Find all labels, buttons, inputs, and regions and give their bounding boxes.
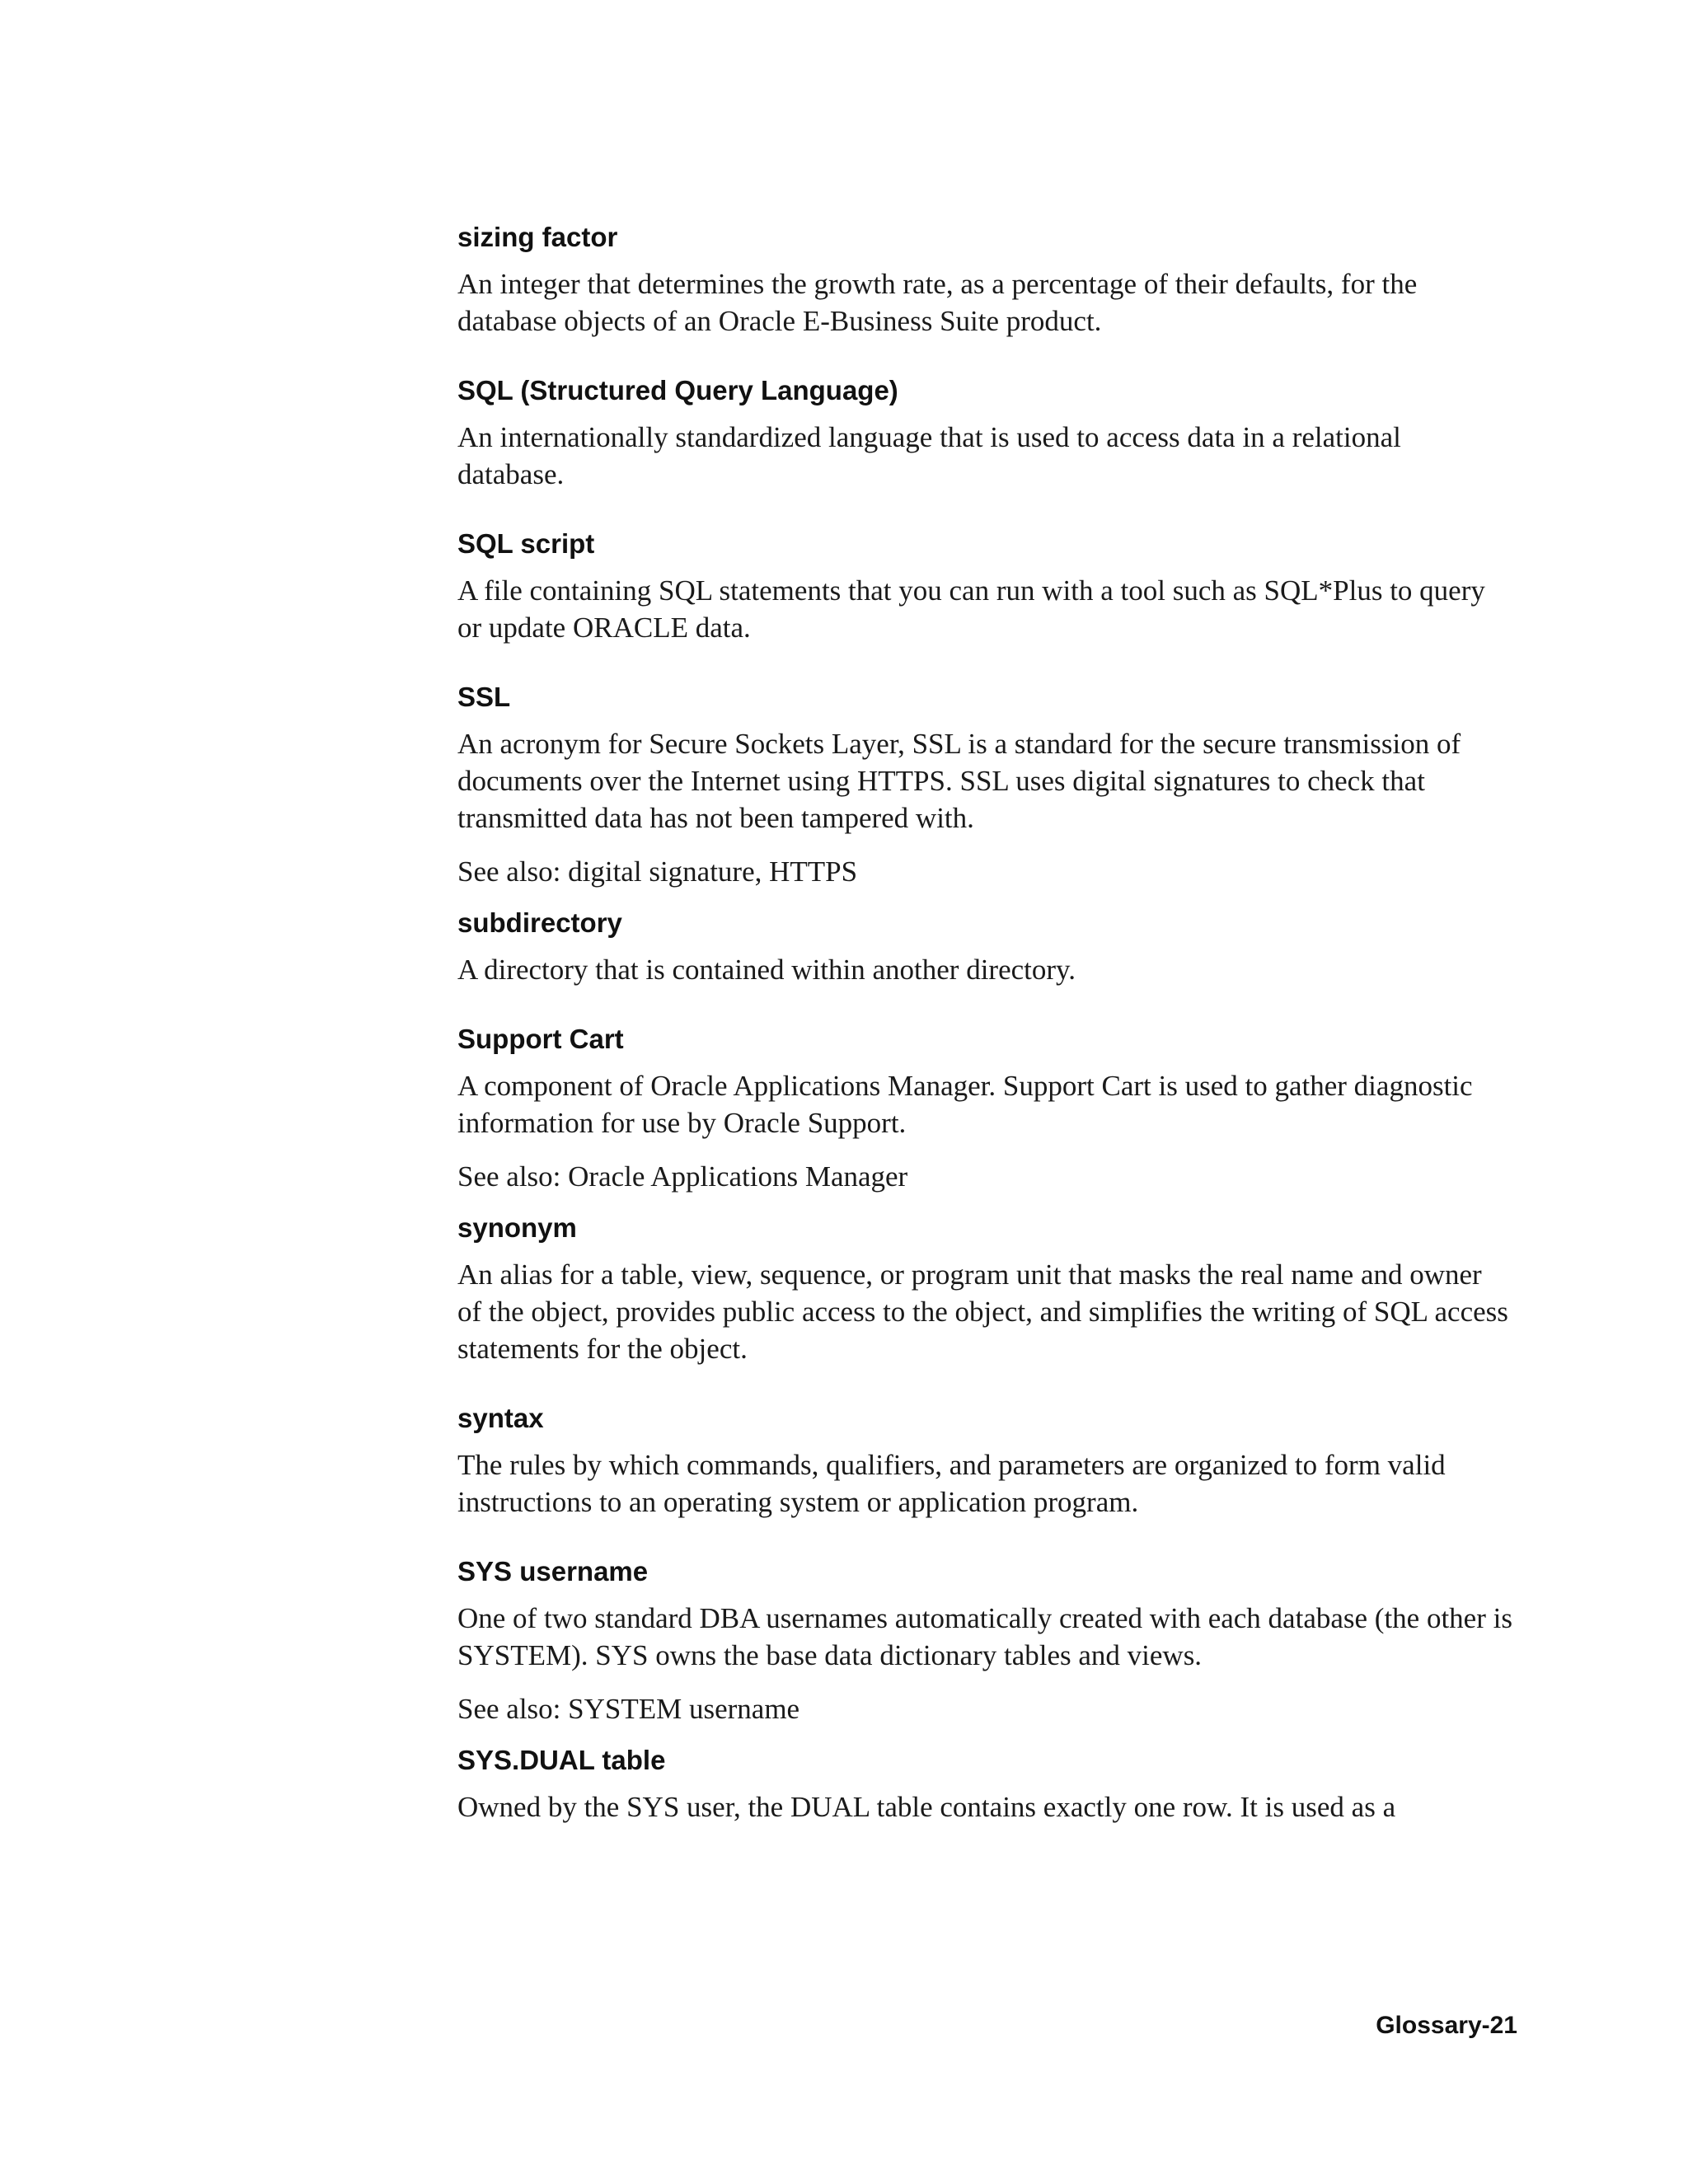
- glossary-entry-sql-script: [457, 527, 1512, 646]
- glossary-term: subdirectory: [457, 907, 622, 938]
- glossary-entry-syntax: [457, 1402, 1512, 1521]
- glossary-definition: A file containing SQL statements that you can run with a tool such as SQL*Plus to query or update ORACLE data.: [457, 574, 1485, 644]
- glossary-entry-sql: [457, 374, 1512, 493]
- glossary-see-also: See also: Oracle Applications Manager: [457, 1160, 908, 1193]
- glossary-term: SYS username: [457, 1556, 649, 1586]
- glossary-content: [457, 221, 1512, 1842]
- glossary-definition: One of two standard DBA usernames automatically created with each database (the other is SYSTEM). SYS owns the base data dictionary tables and views.: [457, 1602, 1512, 1671]
- glossary-see-also: See also: digital signature, HTTPS: [457, 855, 858, 888]
- glossary-entry-synonym: [457, 1212, 1512, 1367]
- glossary-see-also: See also: SYSTEM username: [457, 1693, 800, 1725]
- glossary-definition: An internationally standardized language that is used to access data in a relational database.: [457, 421, 1401, 490]
- glossary-term: sizing factor: [457, 222, 618, 252]
- glossary-entry-support-cart: [457, 1023, 1512, 1195]
- glossary-term: syntax: [457, 1403, 544, 1433]
- glossary-term: Support Cart: [457, 1024, 624, 1054]
- glossary-term: SSL: [457, 682, 511, 712]
- glossary-definition: The rules by which commands, qualifiers, and parameters are organized to form valid instructions to an operating system or application program.: [457, 1449, 1446, 1518]
- glossary-entry-subdirectory: [457, 907, 1512, 988]
- glossary-entry-sys-username: [457, 1555, 1512, 1727]
- glossary-definition: An acronym for Secure Sockets Layer, SSL is a standard for the secure transmission of documents over the Internet using HTTPS. SSL uses digital signatures to check that transmitted data has not been tampered with.: [457, 728, 1461, 834]
- glossary-definition: A component of Oracle Applications Manager. Support Cart is used to gather diagnostic information for use by Oracle Support.: [457, 1070, 1473, 1139]
- glossary-definition: An integer that determines the growth rate, as a percentage of their defaults, for the database objects of an Oracle E-Business Suite product.: [457, 268, 1418, 337]
- glossary-definition: A directory that is contained within another directory.: [457, 954, 1076, 986]
- glossary-entry-ssl: [457, 681, 1512, 890]
- glossary-definition: Owned by the SYS user, the DUAL table contains exactly one row. It is used as a: [457, 1791, 1396, 1823]
- glossary-term: SQL script: [457, 528, 595, 559]
- glossary-entry-sys-dual-table: [457, 1744, 1512, 1825]
- glossary-term: synonym: [457, 1212, 577, 1243]
- glossary-term: SYS.DUAL table: [457, 1745, 666, 1775]
- glossary-term: SQL (Structured Query Language): [457, 375, 898, 405]
- glossary-definition: An alias for a table, view, sequence, or program unit that masks the real name and owner of the object, provides public access to the object, and simplifies the writing of SQL access statements for the object.: [457, 1258, 1508, 1365]
- glossary-entry-sizing-factor: [457, 221, 1512, 340]
- page-number: Glossary-21: [1376, 2012, 1517, 2039]
